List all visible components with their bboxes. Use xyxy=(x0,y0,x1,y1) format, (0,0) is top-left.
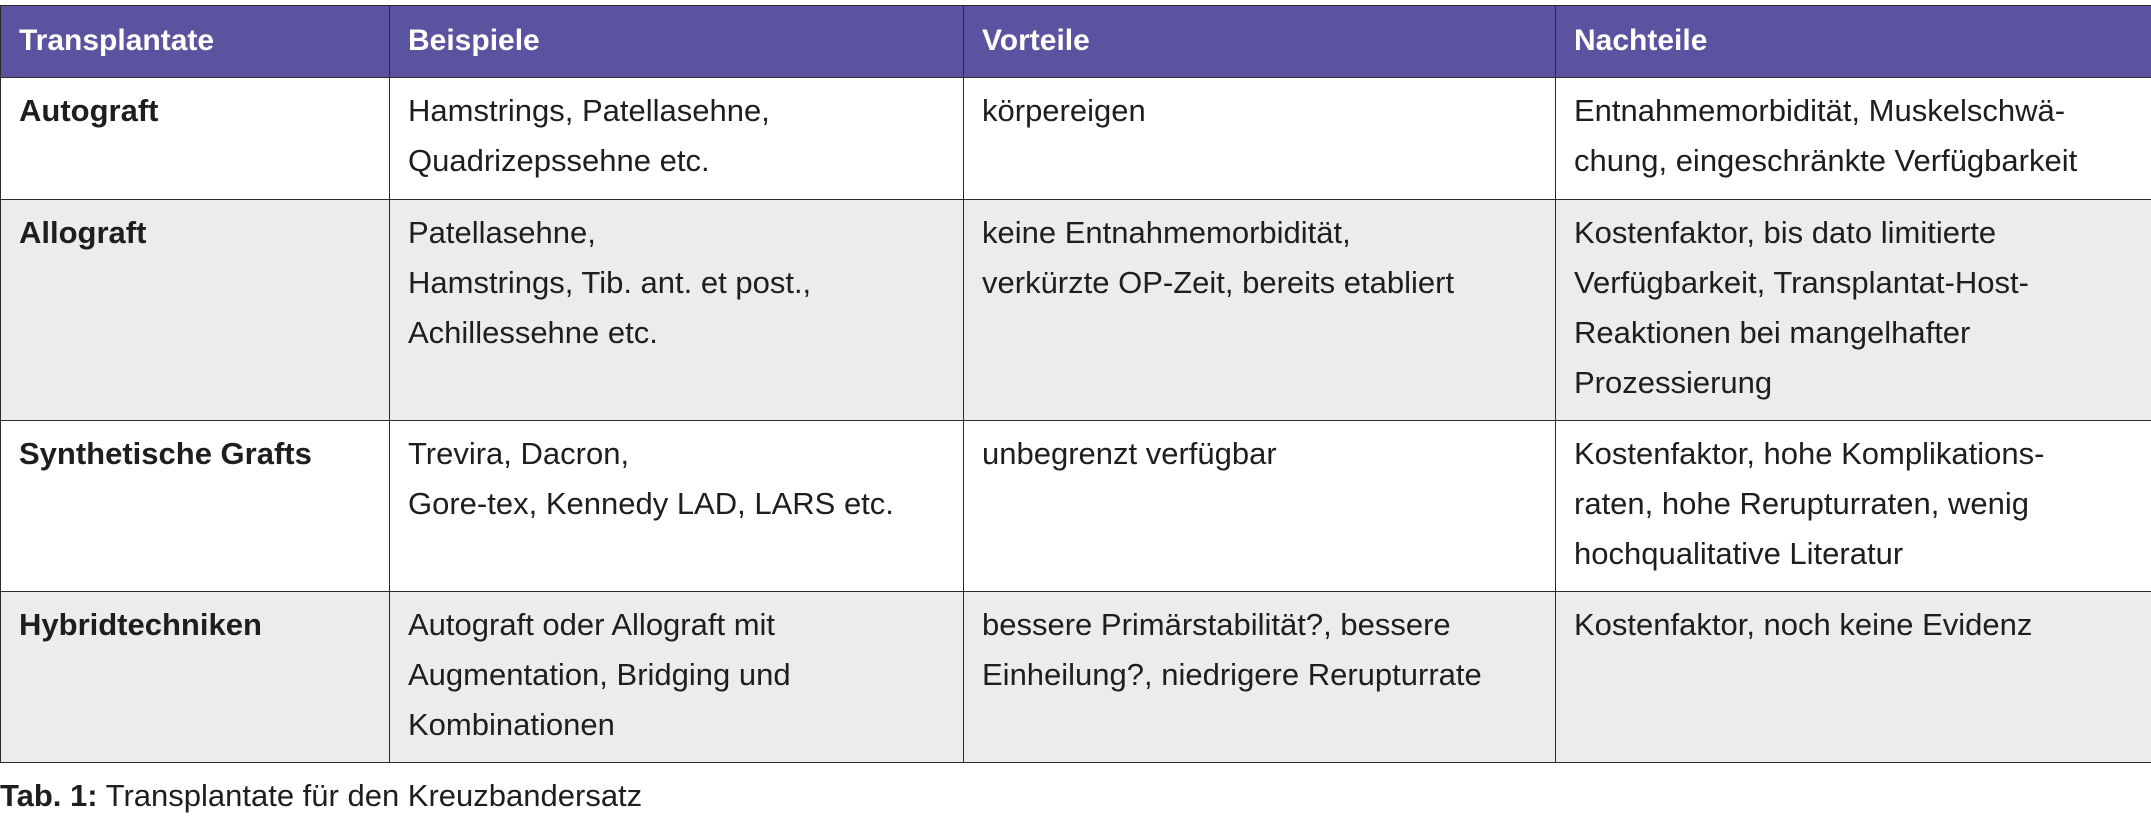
table-row xyxy=(1,421,2151,592)
cell-line: Kostenfaktor, hohe Komplikations- xyxy=(1574,436,2045,471)
cell-line: bessere Primärstabilität?, bessere xyxy=(982,607,1451,642)
cell-line: Augmentation, Bridging und xyxy=(408,657,791,692)
cell-line: Achillessehne etc. xyxy=(408,315,658,350)
cell-vorteile xyxy=(964,78,1556,200)
header-nachteile: Nachteile xyxy=(1556,6,2151,78)
cell-line: Hamstrings, Tib. ant. et post., xyxy=(408,265,812,300)
caption-text: Transplantate für den Kreuzbandersatz xyxy=(97,778,643,813)
cell-beispiele xyxy=(390,200,964,421)
cell-nachteile xyxy=(1556,200,2151,421)
graft-comparison-table xyxy=(0,5,2151,763)
cell-beispiele xyxy=(390,78,964,200)
caption-label: Tab. 1: xyxy=(0,778,98,813)
cell-line: Entnahmemorbidität, Muskelschwä- xyxy=(1574,93,2066,128)
cell-nachteile xyxy=(1556,421,2151,592)
cell-line: Quadrizepssehne etc. xyxy=(408,143,710,178)
cell-transplantat-name: Allograft xyxy=(1,200,390,421)
cell-line: unbegrenzt verfügbar xyxy=(982,436,1277,471)
cell-line: Verfügbarkeit, Transplantat-Host- xyxy=(1574,265,2029,300)
cell-line: Trevira, Dacron, xyxy=(408,436,630,471)
cell-line: Reaktionen bei mangelhafter xyxy=(1574,315,1971,350)
cell-beispiele xyxy=(390,592,964,763)
cell-vorteile xyxy=(964,421,1556,592)
table-row xyxy=(1,592,2151,763)
cell-line: Autograft oder Allograft mit xyxy=(408,607,776,642)
cell-line: Kostenfaktor, noch keine Evidenz xyxy=(1574,607,2033,642)
cell-line: körpereigen xyxy=(982,93,1146,128)
cell-line: Gore-tex, Kennedy LAD, LARS etc. xyxy=(408,486,894,521)
cell-vorteile xyxy=(964,200,1556,421)
cell-line: Kombinationen xyxy=(408,707,615,742)
cell-transplantat-name: Hybridtechniken xyxy=(1,592,390,763)
table-row xyxy=(1,78,2151,200)
cell-line: chung, eingeschränkte Verfügbarkeit xyxy=(1574,143,2078,178)
header-beispiele: Beispiele xyxy=(390,6,964,78)
cell-beispiele xyxy=(390,421,964,592)
cell-line: keine Entnahmemorbidität, xyxy=(982,215,1351,250)
cell-line: Prozessierung xyxy=(1574,365,1773,400)
header-transplantate: Transplantate xyxy=(1,6,390,78)
cell-line: verkürzte OP-Zeit, bereits etabliert xyxy=(982,265,1455,300)
table-caption xyxy=(0,778,642,814)
cell-transplantat-name: Autograft xyxy=(1,78,390,200)
cell-transplantat-name: Synthetische Grafts xyxy=(1,421,390,592)
cell-vorteile xyxy=(964,592,1556,763)
cell-line: raten, hohe Rerupturraten, wenig xyxy=(1574,486,2029,521)
cell-line: Kostenfaktor, bis dato limitierte xyxy=(1574,215,1997,250)
table-header-row xyxy=(1,6,2151,78)
cell-line: Hamstrings, Patellasehne, xyxy=(408,93,770,128)
cell-line: hochqualitative Literatur xyxy=(1574,536,1904,571)
cell-line: Einheilung?, niedrigere Rerupturrate xyxy=(982,657,1482,692)
cell-nachteile xyxy=(1556,592,2151,763)
header-vorteile: Vorteile xyxy=(964,6,1556,78)
cell-nachteile xyxy=(1556,78,2151,200)
cell-line: Patellasehne, xyxy=(408,215,596,250)
table-row xyxy=(1,200,2151,421)
graft-table-container xyxy=(0,5,2151,763)
